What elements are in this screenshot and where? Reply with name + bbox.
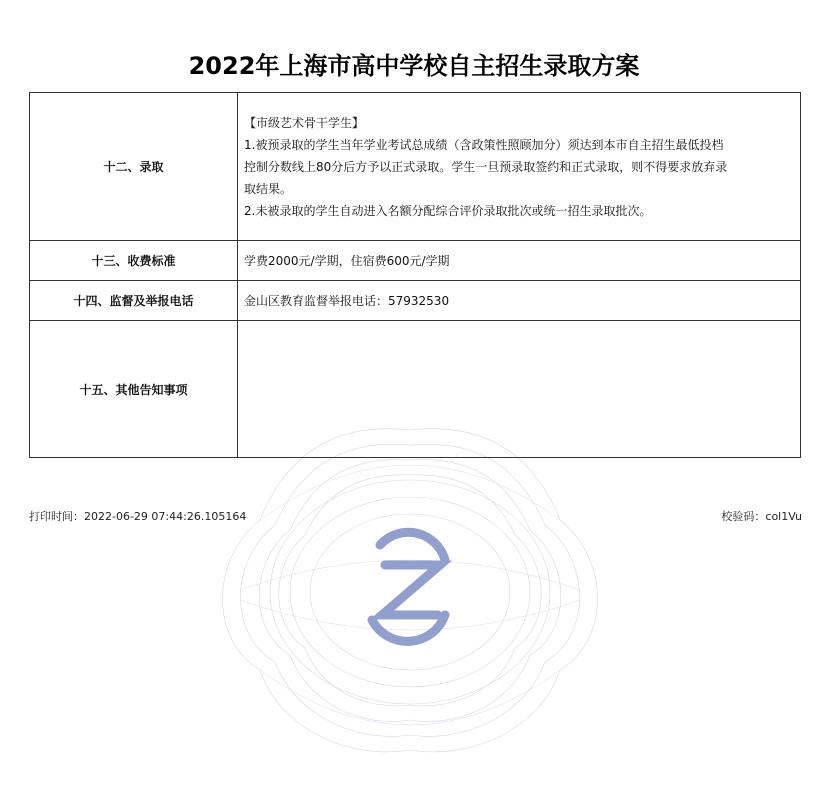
table-row <box>30 241 801 281</box>
verify-code: 校验码：col1Vu <box>721 510 802 523</box>
row-label-fees: 十三、收费标准 <box>30 241 238 281</box>
print-time: 打印时间：2022-06-29 07:44:26.105164 <box>29 510 247 523</box>
row-label-other: 十五、其他告知事项 <box>30 321 238 458</box>
row-content-supervision: 金山区教育监督举报电话：57932530 <box>238 281 801 321</box>
content-line: 【市级艺术骨干学生】 <box>244 115 365 130</box>
table-row <box>30 93 801 241</box>
row-content-other <box>238 321 801 458</box>
content-line: 控制分数线上80分后方予以正式录取。学生一旦预录取签约和正式录取，则不得要求放弃录 <box>244 159 728 174</box>
row-label-admission: 十二、录取 <box>30 93 238 241</box>
row-content-admission <box>238 93 801 241</box>
table-row <box>30 321 801 458</box>
row-label-supervision: 十四、监督及举报电话 <box>30 281 238 321</box>
content-line: 1.被预录取的学生当年学业考试总成绩（含政策性照顾加分）须达到本市自主招生最低投档 <box>244 137 724 152</box>
page-title: 2022年上海市高中学校自主招生录取方案 <box>188 52 640 80</box>
watermark-emblem-icon <box>200 410 620 770</box>
content-line: 2.未被录取的学生自动进入名额分配综合评价录取批次或统一招生录取批次。 <box>244 203 652 218</box>
table-row <box>30 281 801 321</box>
admission-table <box>29 92 801 458</box>
content-line: 取结果。 <box>244 181 293 196</box>
row-content-fees: 学费2000元/学期，住宿费600元/学期 <box>238 241 801 281</box>
